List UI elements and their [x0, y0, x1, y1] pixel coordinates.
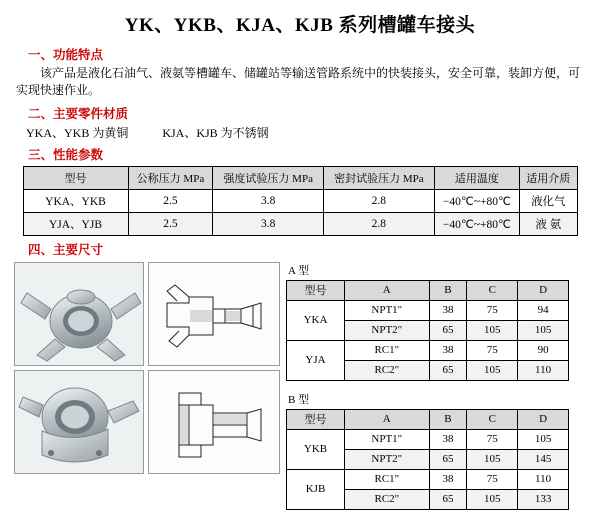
cell-model: YKA — [287, 300, 345, 340]
section-heading-features: 一、功能特点 — [28, 48, 104, 62]
cell-b: 65 — [429, 320, 467, 340]
cell-model: YKA、YKB — [23, 189, 128, 212]
dim-table-a-label: A 型 — [288, 264, 310, 277]
cell-a: NPT2" — [345, 449, 430, 469]
cell-c: 105 — [467, 449, 518, 469]
col-header-d: D — [518, 280, 569, 300]
cell-d: 90 — [518, 340, 569, 360]
col-header-temperature: 适用温度 — [434, 166, 519, 189]
cell-model: KJB — [287, 469, 345, 509]
section-heading-dimensions: 四、主要尺寸 — [28, 242, 104, 257]
cell-model: YJA、YJB — [23, 212, 128, 235]
col-header-a: A — [345, 280, 430, 300]
dimension-table-b — [286, 409, 569, 510]
dimension-table-a — [286, 280, 569, 381]
cell-a: RC1" — [345, 469, 430, 489]
cell-model: YKB — [287, 429, 345, 469]
table-row — [287, 340, 569, 360]
cell-d: 105 — [518, 320, 569, 340]
cell-b: 65 — [429, 489, 467, 509]
materials-stainless: KJA、KJB 为不锈钢 — [162, 125, 269, 140]
photo-coupling-a — [14, 262, 144, 366]
cell-b: 38 — [429, 300, 467, 320]
cell-b: 38 — [429, 429, 467, 449]
cell-temperature: −40℃~+80℃ — [434, 212, 519, 235]
cell-c: 105 — [467, 320, 518, 340]
cell-nominal-pressure: 2.5 — [128, 212, 213, 235]
col-header-nominal-pressure: 公称压力 MPa — [128, 166, 213, 189]
page-title: YK、YKB、KJA、KJB 系列槽罐车接头 — [124, 15, 476, 36]
image-column — [14, 262, 282, 478]
cell-seal-test: 2.8 — [324, 212, 435, 235]
col-header-model: 型号 — [23, 166, 128, 189]
cell-a: RC2" — [345, 489, 430, 509]
col-header-strength-test: 强度试验压力 MPa — [213, 166, 324, 189]
cell-c: 105 — [467, 489, 518, 509]
cell-medium: 液 氨 — [520, 212, 577, 235]
dim-table-b-label: B 型 — [288, 393, 310, 406]
drawing-coupling-a — [148, 262, 280, 366]
table-header-row — [287, 280, 569, 300]
cell-a: RC1" — [345, 340, 430, 360]
coupling-b-line-drawing — [149, 371, 280, 474]
dimensions-region — [14, 262, 586, 510]
cell-b: 38 — [429, 340, 467, 360]
section-heading-performance: 三、性能参数 — [28, 147, 104, 162]
image-row-b — [14, 370, 282, 474]
col-header-b: B — [429, 409, 467, 429]
col-header-d: D — [518, 409, 569, 429]
table-row — [23, 212, 577, 235]
cell-b: 38 — [429, 469, 467, 489]
cell-d: 94 — [518, 300, 569, 320]
cell-a: NPT2" — [345, 320, 430, 340]
cell-strength-test: 3.8 — [213, 212, 324, 235]
col-header-model: 型号 — [287, 280, 345, 300]
cell-c: 75 — [467, 300, 518, 320]
datasheet-page — [0, 10, 600, 526]
dimension-tables-column — [286, 262, 569, 510]
cell-d: 105 — [518, 429, 569, 449]
cell-c: 75 — [467, 469, 518, 489]
performance-table — [23, 166, 578, 236]
cell-a: NPT1" — [345, 300, 430, 320]
materials-line — [26, 124, 586, 141]
table-row — [23, 189, 577, 212]
col-header-model: 型号 — [287, 409, 345, 429]
cell-d: 133 — [518, 489, 569, 509]
section-heading-materials: 二、主要零件材质 — [28, 106, 129, 121]
table-row — [287, 429, 569, 449]
cell-b: 65 — [429, 449, 467, 469]
col-header-medium: 适用介质 — [520, 166, 577, 189]
cell-seal-test: 2.8 — [324, 189, 435, 212]
cell-medium: 液化气 — [520, 189, 577, 212]
drawing-coupling-b — [148, 370, 280, 474]
cell-d: 110 — [518, 469, 569, 489]
coupling-a-line-drawing — [149, 263, 280, 366]
photo-coupling-b — [14, 370, 144, 474]
features-paragraph: 该产品是液化石油气、液氨等槽罐车、储罐站等输送管路系统中的快装接头，安全可靠，装卸方便，可实现快速作业。 — [16, 66, 581, 98]
coupling-b-photo-art — [15, 371, 144, 474]
image-row-a — [14, 262, 282, 366]
cell-c: 105 — [467, 360, 518, 380]
cell-c: 75 — [467, 429, 518, 449]
cell-temperature: −40℃~+80℃ — [434, 189, 519, 212]
col-header-a: A — [345, 409, 430, 429]
cell-d: 145 — [518, 449, 569, 469]
cell-d: 110 — [518, 360, 569, 380]
col-header-seal-test: 密封试验压力 MPa — [324, 166, 435, 189]
table-header-row — [23, 166, 577, 189]
materials-brass: YKA、YKB 为黄铜 — [26, 125, 129, 140]
cell-nominal-pressure: 2.5 — [128, 189, 213, 212]
coupling-a-photo-art — [15, 263, 144, 366]
table-row — [287, 300, 569, 320]
cell-b: 65 — [429, 360, 467, 380]
table-row — [287, 469, 569, 489]
cell-model: YJA — [287, 340, 345, 380]
cell-c: 75 — [467, 340, 518, 360]
col-header-c: C — [467, 409, 518, 429]
col-header-b: B — [429, 280, 467, 300]
cell-a: NPT1" — [345, 429, 430, 449]
cell-strength-test: 3.8 — [213, 189, 324, 212]
cell-a: RC2" — [345, 360, 430, 380]
table-header-row — [287, 409, 569, 429]
col-header-c: C — [467, 280, 518, 300]
